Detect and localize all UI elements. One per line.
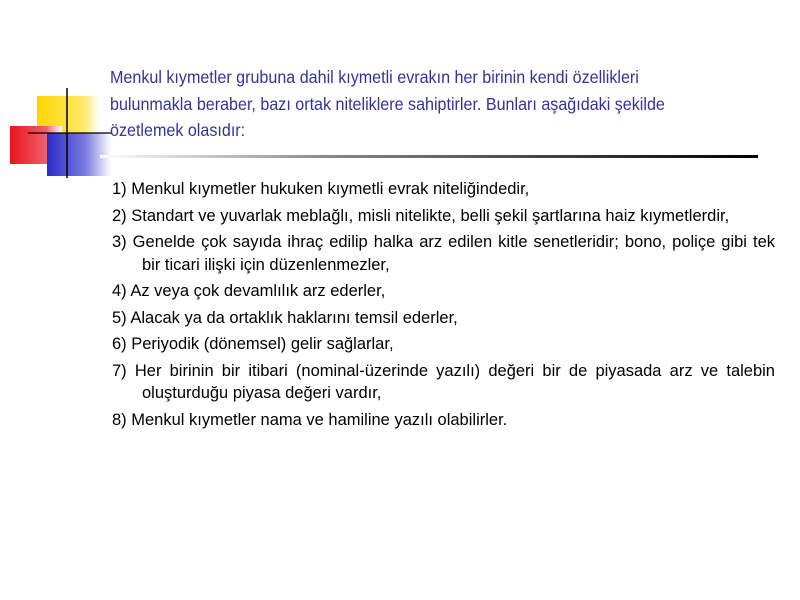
list-item: 4) Az veya çok devamlılık arz ederler,: [112, 282, 386, 300]
list-item: 7) Her birinin bir itibari (nominal-üzerinde yazılı) değeri bir de piyasada arz ve talebin oluşturduğu piyasa değeri vardır,: [112, 361, 775, 402]
list-item: 6) Periyodik (dönemsel) gelir sağlarlar,: [112, 335, 394, 353]
list-item: 8) Menkul kıymetler nama ve hamiline yazılı olabilirler.: [112, 410, 508, 429]
title-divider: [100, 155, 758, 158]
list-item: 5) Alacak ya da ortaklık haklarını temsil ederler,: [112, 308, 458, 327]
properties-list: [112, 178, 775, 435]
list-item: 2) Standart ve yuvarlak meblağlı, misli nitelikte, belli şekil şartlarına haiz kıymetlerdir,: [112, 206, 730, 225]
slide-title: Menkul kıymetler grubuna dahil kıymetli evrakın her birinin kendi özellikleri bulunmakla beraber, bazı ortak niteliklere sahiptirler. Bunları aşağıdaki şekilde özetlemek olasıdır:: [110, 67, 665, 140]
list-item: 1) Menkul kıymetler hukuken kıymetli evrak niteliğindedir,: [112, 180, 530, 198]
list-item: 3) Genelde çok sayıda ihraç edilip halka arz edilen kitle senetleridir; bono, poliçe gibi tek bir ticari ilişki için düzenlenmezler,: [112, 233, 775, 274]
decorative-squares: [0, 0, 120, 180]
